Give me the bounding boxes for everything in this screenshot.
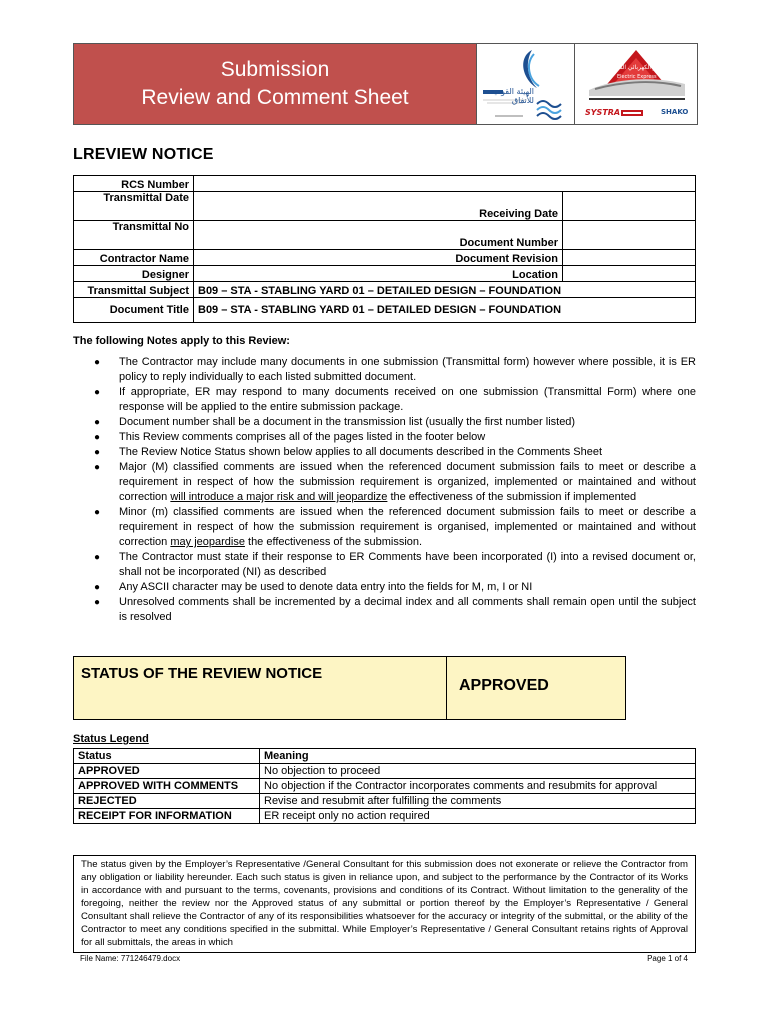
- eet-logo: [575, 44, 697, 124]
- document-title-label: Document Title: [74, 298, 194, 323]
- note-text: Document number shall be a document in the transmission list (usually the first number listed): [119, 416, 576, 428]
- bullet-icon: ●: [94, 462, 101, 473]
- eet-logo-arabic: القطار الكهربائي السريع: [609, 64, 670, 71]
- table-row: [74, 266, 696, 282]
- legend-status-cell: RECEIPT FOR INFORMATION: [74, 809, 260, 824]
- table-row: [74, 809, 696, 824]
- list-item: [73, 445, 696, 460]
- table-row: [74, 282, 696, 298]
- note-underlined-text: will introduce a major risk and will jeopardize: [170, 491, 388, 503]
- eet-logo-english: Electric Express Train: [617, 74, 671, 80]
- transmittal-subject-value: B09 – STA - STABLING YARD 01 – DETAILED DESIGN – FOUNDATION: [194, 282, 696, 298]
- header-block: [73, 43, 698, 125]
- review-info-table: [73, 175, 696, 323]
- section-heading: LREVIEW NOTICE: [73, 146, 214, 163]
- bullet-icon: ●: [94, 357, 101, 368]
- location-field[interactable]: [563, 266, 696, 282]
- status-value: APPROVED: [459, 677, 549, 694]
- bullet-icon: ●: [94, 582, 101, 593]
- legend-meaning-cell: No objection to proceed: [260, 764, 696, 779]
- bullet-icon: ●: [94, 417, 101, 428]
- bullet-icon: ●: [94, 387, 101, 398]
- legend-meaning-cell: Revise and resubmit after fulfilling the comments: [260, 794, 696, 809]
- list-item: [73, 430, 696, 445]
- contractor-name-field[interactable]: [194, 250, 425, 266]
- transmittal-no-field[interactable]: [194, 221, 425, 250]
- legend-status-cell: REJECTED: [74, 794, 260, 809]
- notes-list: [73, 355, 696, 625]
- list-item: [73, 550, 696, 580]
- legend-status-cell: APPROVED: [74, 764, 260, 779]
- rcs-number-label: RCS Number: [74, 176, 194, 192]
- status-legend-title: Status Legend: [73, 733, 149, 745]
- nat-logo: [477, 44, 575, 124]
- document-title-value: B09 – STA - STABLING YARD 01 – DETAILED DESIGN – FOUNDATION: [194, 298, 696, 323]
- transmittal-date-label: Transmittal Date: [74, 192, 194, 221]
- designer-label: Designer: [74, 266, 194, 282]
- title-line-2: Review and Comment Sheet: [141, 86, 409, 109]
- location-label: Location: [424, 266, 563, 282]
- list-item: [73, 385, 696, 415]
- status-legend-table: [73, 748, 696, 824]
- rcs-number-field[interactable]: [194, 176, 696, 192]
- bullet-icon: ●: [94, 507, 101, 518]
- note-text: The Review Notice Status shown below applies to all documents described in the Comments Sheet: [119, 446, 603, 458]
- list-item: [73, 355, 696, 385]
- table-row: [74, 176, 696, 192]
- legend-meaning-cell: No objection if the Contractor incorporates comments and resubmits for approval: [260, 779, 696, 794]
- footer-page-number: Page 1 of 4: [647, 954, 688, 963]
- legend-status-cell: APPROVED WITH COMMENTS: [74, 779, 260, 794]
- nat-logo-graphic: [477, 44, 574, 124]
- disclaimer-box: The status given by the Employer’s Representative /General Consultant for this submission does not exonerate or relieve the Contractor from any obligation or liability hereunder. Each such status is given in reliance upon, and subject to the performance by the Contractor of its Works in accordance with and pursuant to the terms, covenants, provisions and conditions of its Contract. Without limitation to the generality of the foregoing, neither the review nor the Approved status of any submittal or portion thereof by the Employer’s Representative / General Consultant shall relieve the Contractor of any of its responsibilities whatsoever for the accuracy or integrity of the submittal, or the ability of the Contractor to meet any conditions specified in the submittal. While Employer’s Representative / General Consultant retains rights of Approval for all submittals, the areas in which: [73, 855, 696, 953]
- list-item: [73, 415, 696, 430]
- bullet-icon: ●: [94, 447, 101, 458]
- document-number-field[interactable]: [563, 221, 696, 250]
- list-item: [73, 595, 696, 625]
- transmittal-subject-label: Transmittal Subject: [74, 282, 194, 298]
- note-text: The Contractor may include many documents in one submission (Transmittal form) however where possible, it is ER policy to reply individually to each listed submitted document.: [119, 356, 696, 383]
- note-text: Major (M) classified comments are issued when the referenced document submission fails to meet or describe a requirement in respect of how the submission requirement is organized, implemented or maintained and without correction: [119, 461, 696, 503]
- legend-meaning-header: Meaning: [260, 749, 696, 764]
- notes-title: The following Notes apply to this Review:: [73, 335, 290, 347]
- document-number-label: Document Number: [424, 221, 563, 250]
- table-row: [74, 192, 696, 221]
- note-underlined-text: may jeopardise: [170, 536, 245, 548]
- document-revision-label: Document Revision: [424, 250, 563, 266]
- review-status-box: [73, 656, 626, 720]
- list-item: [73, 460, 696, 505]
- footer-file-name: File Name: 771246479.docx: [80, 954, 181, 963]
- bullet-icon: ●: [94, 597, 101, 608]
- table-row: [74, 250, 696, 266]
- note-text: The Contractor must state if their response to ER Comments have been incorporated (I) into a revised document or, shall not be incorporated (NI) as described: [119, 551, 696, 578]
- receiving-date-field[interactable]: [563, 192, 696, 221]
- note-text: Any ASCII character may be used to denote data entry into the fields for M, m, I or NI: [119, 581, 533, 593]
- status-label: STATUS OF THE REVIEW NOTICE: [74, 657, 447, 719]
- note-text: the effectiveness of the submission if implemented: [387, 491, 637, 503]
- table-row: [74, 298, 696, 323]
- bullet-icon: ●: [94, 552, 101, 563]
- title-line-1: Submission: [220, 58, 330, 81]
- bullet-icon: ●: [94, 432, 101, 443]
- table-header-row: [74, 749, 696, 764]
- note-text: Unresolved comments shall be incremented by a decimal index and all comments shall remain open until the subject is resolved: [119, 596, 696, 623]
- document-revision-field[interactable]: [563, 250, 696, 266]
- table-row: [74, 221, 696, 250]
- designer-field[interactable]: [194, 266, 425, 282]
- contractor-name-label: Contractor Name: [74, 250, 194, 266]
- note-text: Minor (m) classified comments are issued when the referenced document submission fails to meet or describe a requirement in respect of how the submission requirement is organised, implemented or maintained and without correction: [119, 506, 696, 548]
- list-item: [73, 505, 696, 550]
- table-row: [74, 794, 696, 809]
- list-item: [73, 580, 696, 595]
- note-text: If appropriate, ER may respond to many documents received on one submission (Transmittal Form) where one response will be applied to the entire submission package.: [119, 386, 696, 413]
- note-text: the effectiveness of the submission.: [244, 536, 423, 548]
- transmittal-no-label: Transmittal No: [74, 221, 194, 250]
- transmittal-date-field[interactable]: [194, 192, 425, 221]
- legend-meaning-cell: ER receipt only no action required: [260, 809, 696, 824]
- table-row: [74, 779, 696, 794]
- legend-status-header: Status: [74, 749, 260, 764]
- systra-logo: SYSTRA: [585, 108, 621, 117]
- title-banner: [74, 44, 477, 124]
- shako-logo: SHAKO: [661, 108, 689, 116]
- note-text: This Review comments comprises all of the pages listed in the footer below: [119, 431, 486, 443]
- receiving-date-label: Receiving Date: [424, 192, 563, 221]
- nat-logo-text: الهيئة القومية للأنفاق: [490, 87, 534, 105]
- table-row: [74, 764, 696, 779]
